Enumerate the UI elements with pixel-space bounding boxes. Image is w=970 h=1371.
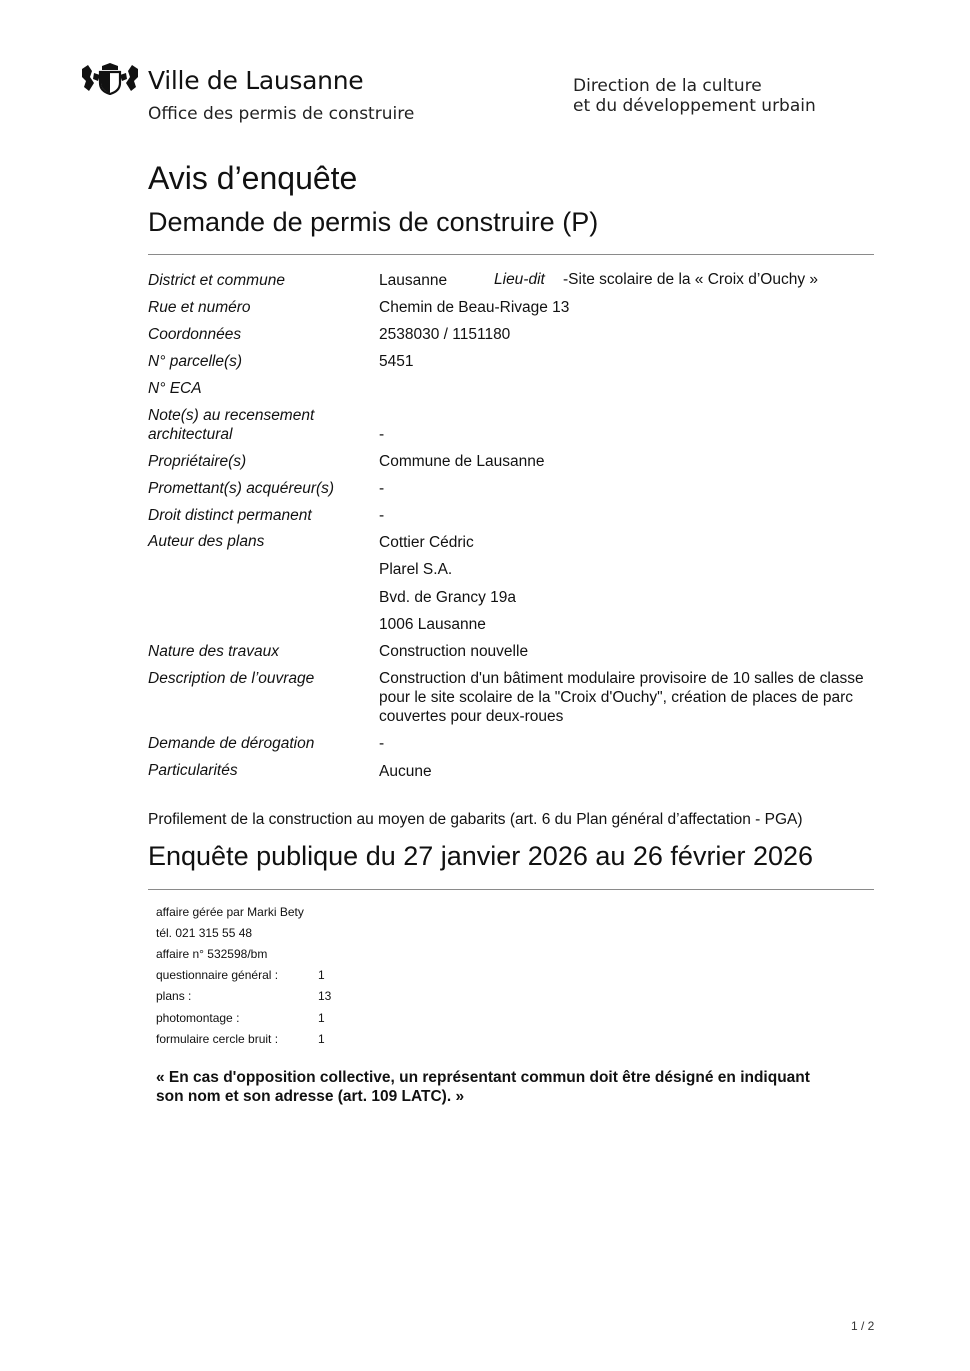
promettant-label: Promettant(s) acquéreur(s): [148, 480, 335, 497]
district-label: District et commune: [148, 272, 285, 289]
parcelle-value: 5451: [379, 353, 414, 370]
doc-count: 13: [318, 989, 332, 1003]
divider: [148, 889, 874, 890]
opposition-notice-line: son nom et son adresse (art. 109 LATC). »: [156, 1088, 465, 1105]
auteur-line: Bvd. de Grancy 19a: [379, 589, 516, 606]
description-line: Construction d'un bâtiment modulaire provisoire de 10 salles de classe: [379, 670, 864, 687]
page-title: Avis d’enquête: [148, 160, 358, 196]
proprietaire-label: Propriétaire(s): [148, 453, 247, 470]
nature-value: Construction nouvelle: [379, 643, 529, 660]
affaire-numero: affaire n° 532598/bm: [156, 947, 268, 961]
description-line: pour le site scolaire de la "Croix d'Ouchy", création de places de parc: [379, 689, 854, 706]
page-subtitle: Demande de permis de construire (P): [148, 207, 599, 237]
auteur-label: Auteur des plans: [148, 533, 265, 550]
doc-count: 1: [318, 1011, 325, 1025]
doc-label: photomontage :: [156, 1011, 240, 1025]
eca-label: N° ECA: [148, 380, 202, 397]
parcelle-label: N° parcelle(s): [148, 353, 243, 370]
page-number: 1 / 2: [851, 1319, 875, 1333]
lieu-dit-label: Lieu-dit: [494, 271, 545, 288]
derogation-label: Demande de dérogation: [148, 735, 315, 752]
direction-line-1: Direction de la culture: [573, 76, 762, 96]
proprietaire-value: Commune de Lausanne: [379, 453, 545, 470]
recensement-value: -: [379, 426, 385, 443]
description-line: couvertes pour deux-roues: [379, 708, 564, 725]
particularites-label: Particularités: [148, 762, 238, 779]
lieu-dit-value: -Site scolaire de la « Croix d’Ouchy »: [563, 271, 819, 288]
direction-name: [573, 76, 816, 116]
affaire-tel: tél. 021 315 55 48: [156, 926, 253, 940]
opposition-notice: [156, 1068, 856, 1106]
lausanne-coat-of-arms-icon: [80, 63, 140, 95]
city-name: Ville de Lausanne: [148, 66, 364, 95]
doc-label: questionnaire général :: [156, 968, 279, 982]
rue-value: Chemin de Beau-Rivage 13: [379, 299, 570, 316]
auteur-line: 1006 Lausanne: [379, 616, 486, 633]
recensement-label-line-1: Note(s) au recensement: [148, 407, 315, 424]
office-name: Office des permis de construire: [148, 104, 415, 124]
affaire-geree: affaire gérée par Marki Bety: [156, 905, 304, 919]
direction-line-2: et du développement urbain: [573, 96, 816, 116]
promettant-value: -: [379, 480, 385, 497]
enquete-title: Enquête publique du 27 janvier 2026 au 26 février 2026: [148, 841, 814, 871]
auteur-line: Cottier Cédric: [379, 534, 474, 551]
divider: [148, 254, 874, 255]
coordonnees-value: 2538030 / 1151180: [379, 326, 511, 343]
description-label: Description de l’ouvrage: [148, 670, 315, 687]
doc-count: 1: [318, 1032, 325, 1046]
district-value: Lausanne: [379, 272, 448, 289]
recensement-label-line-2: architectural: [148, 426, 233, 443]
coordonnees-label: Coordonnées: [148, 326, 242, 343]
description-value: [379, 669, 884, 726]
droit-distinct-value: -: [379, 507, 385, 524]
doc-label: plans :: [156, 989, 192, 1003]
opposition-notice-line: « En cas d'opposition collective, un représentant commun doit être désigné en indiquant: [156, 1069, 810, 1086]
derogation-value: -: [379, 735, 385, 752]
particularites-value: Aucune: [379, 763, 432, 780]
profilement-text: Profilement de la construction au moyen de gabarits (art. 6 du Plan général d’affectation - PGA): [148, 811, 803, 828]
doc-label: formulaire cercle bruit :: [156, 1032, 279, 1046]
auteur-line: Plarel S.A.: [379, 561, 453, 578]
nature-label: Nature des travaux: [148, 643, 279, 660]
doc-count: 1: [318, 968, 325, 982]
rue-label: Rue et numéro: [148, 299, 251, 316]
droit-distinct-label: Droit distinct permanent: [148, 507, 312, 524]
